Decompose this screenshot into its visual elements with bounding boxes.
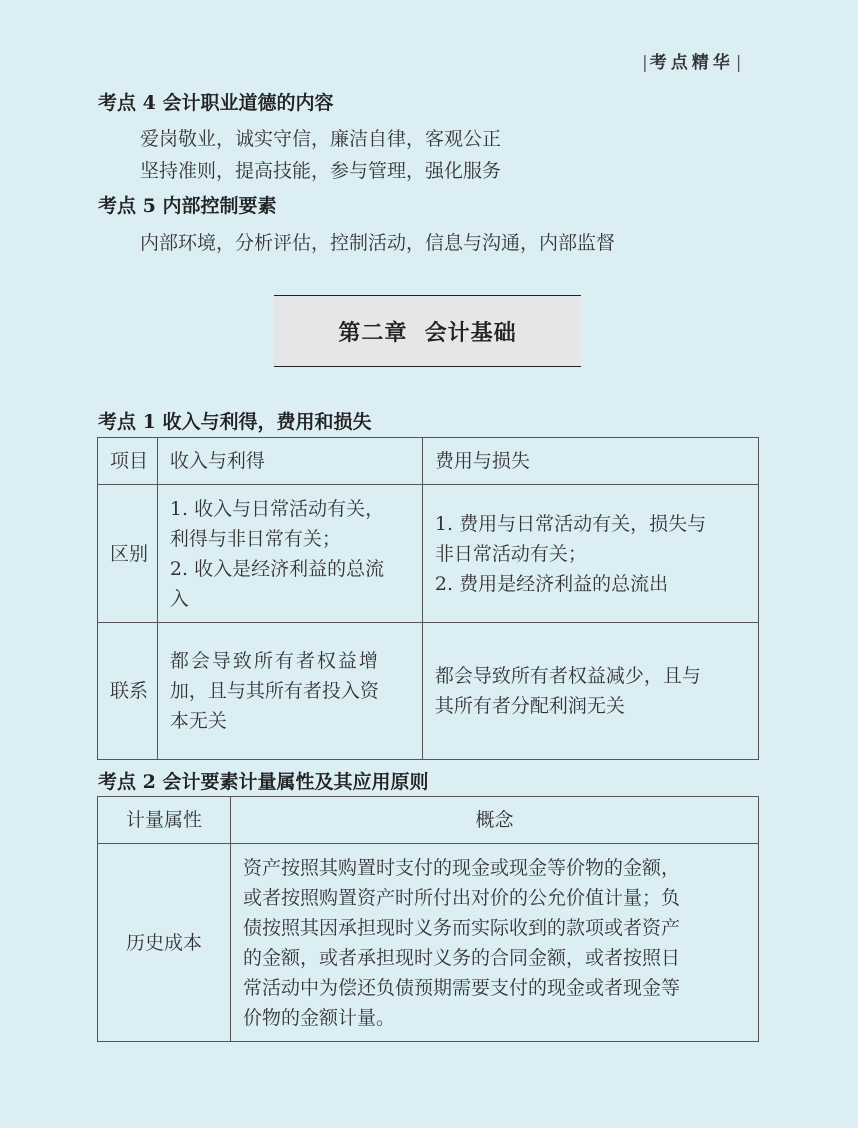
relation-expense-cell xyxy=(422,623,758,760)
section-title-kd5: 考点 5 内部控制要素 xyxy=(98,195,277,217)
section-title-table1: 考点 1 收入与利得，费用和损失 xyxy=(98,411,372,433)
divider-right: | xyxy=(735,53,742,73)
section-title-table2: 考点 2 会计要素计量属性及其应用原则 xyxy=(98,771,429,793)
row-label-difference: 区别 xyxy=(98,485,158,623)
header-cell-attribute: 计量属性 xyxy=(98,797,231,844)
header-cell-expense: 费用与损失 xyxy=(422,438,758,485)
cell-line: 1. 收入与日常活动有关， xyxy=(169,497,385,520)
cell-line: 或者按照购置资产时所付出对价的公允价值计量；负 xyxy=(243,886,681,909)
cell-line: 都会导致所有者权益减少，且与 xyxy=(434,665,701,687)
table-row xyxy=(98,485,759,623)
cell-line: 加，且与其所有者投入资 xyxy=(169,680,379,702)
section-title-kd4: 考点 4 会计职业道德的内容 xyxy=(98,92,334,114)
kd5-line-1: 内部环境，分析评估，控制活动，信息与沟通，内部监督 xyxy=(140,232,616,254)
historical-cost-concept-cell xyxy=(231,844,759,1042)
cell-line: 2. 收入是经济利益的总流 xyxy=(169,557,385,580)
row-label-relation: 联系 xyxy=(98,623,158,760)
kd4-line-1: 爱岗敬业，诚实守信，廉洁自律，客观公正 xyxy=(140,128,502,150)
table-header-row xyxy=(98,797,759,844)
kd4-line-2: 坚持准则，提高技能，参与管理，强化服务 xyxy=(140,160,502,182)
running-header xyxy=(640,48,743,73)
cell-line: 的金额，或者承担现时义务的合同金额，或者按照日 xyxy=(243,946,681,969)
cell-line: 1. 费用与日常活动有关，损失与 xyxy=(434,512,707,535)
row-label-historical-cost: 历史成本 xyxy=(98,844,231,1042)
table-row xyxy=(98,844,759,1042)
header-cell-item: 项目 xyxy=(98,438,158,485)
measurement-attributes-table xyxy=(97,796,759,1042)
difference-income-cell xyxy=(157,485,422,623)
cell-line: 非日常活动有关； xyxy=(434,542,587,565)
cell-line: 都会导致所有者权益增 xyxy=(169,650,380,672)
relation-income-cell xyxy=(157,623,422,760)
divider-left: | xyxy=(642,53,648,73)
header-cell-income: 收入与利得 xyxy=(157,438,422,485)
header-cell-concept: 概念 xyxy=(231,797,759,844)
table-row xyxy=(98,623,759,760)
difference-expense-cell xyxy=(422,485,758,623)
cell-line: 本无关 xyxy=(169,710,227,732)
cell-line: 债按照其因承担现时义务而实际收到的款项或者资产 xyxy=(243,916,681,939)
cell-line: 入 xyxy=(169,587,189,610)
chapter-heading: 第二章 会计基础 xyxy=(274,295,581,367)
table-header-row xyxy=(98,438,759,485)
cell-line: 2. 费用是经济利益的总流出 xyxy=(434,572,669,595)
cell-line: 资产按照其购置时支付的现金或现金等价物的金额， xyxy=(243,856,681,879)
cell-line: 价物的金额计量。 xyxy=(243,1006,396,1029)
cell-line: 其所有者分配利润无关 xyxy=(434,695,625,717)
cell-line: 常活动中为偿还负债预期需要支付的现金或者现金等 xyxy=(243,976,681,999)
running-header-text: 考点精华 xyxy=(649,53,734,73)
cell-line: 利得与非日常有关； xyxy=(169,527,341,550)
income-expense-table xyxy=(97,437,759,760)
